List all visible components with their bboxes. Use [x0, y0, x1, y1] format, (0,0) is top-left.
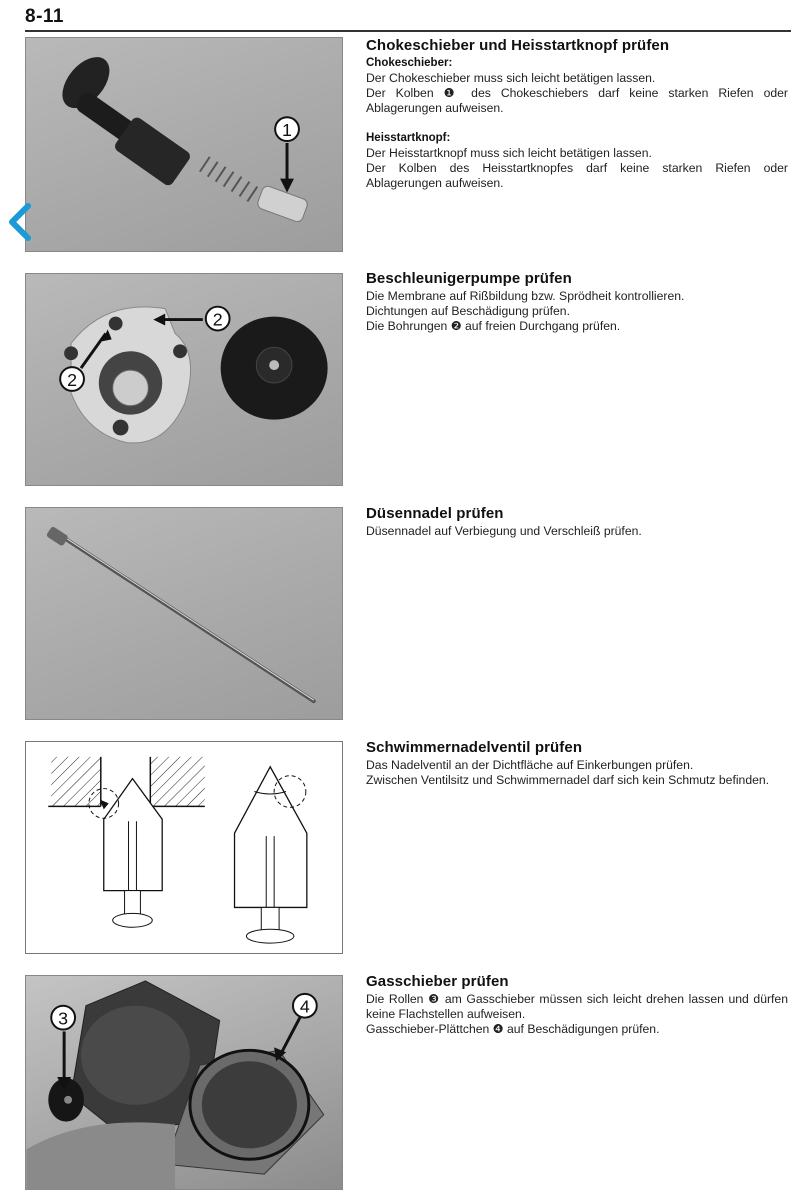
- body-text: Düsennadel auf Verbiegung und Verschleiß prüfen.: [366, 524, 642, 538]
- choke-plunger-photo: [26, 38, 342, 251]
- chevron-left-icon: [4, 200, 38, 244]
- body-text: Der Heisstartknopf muss sich leicht betätigen lassen.: [366, 146, 652, 160]
- section-title: Düsennadel prüfen: [366, 505, 504, 522]
- body-text: Der Kolben ❶ des Chokeschiebers darf keine starken Riefen oder Ablagerungen aufweisen.: [366, 86, 788, 115]
- back-button[interactable]: [4, 200, 38, 244]
- section-throttle-slide: [366, 973, 788, 1037]
- subsection-heading: Chokeschieber:: [366, 57, 453, 69]
- section-title: Beschleunigerpumpe prüfen: [366, 270, 572, 287]
- figure-accelerator-pump: [25, 273, 343, 486]
- section-float-needle-valve: [366, 739, 788, 788]
- body-text: Dichtungen auf Beschädigung prüfen.: [366, 304, 570, 318]
- body-text: Das Nadelventil an der Dichtfläche auf Einkerbungen prüfen.: [366, 758, 694, 772]
- body-text: Zwischen Ventilsitz und Schwimmernadel darf sich kein Schmutz befinden.: [366, 773, 770, 787]
- figure-throttle-slide: [25, 975, 343, 1190]
- figure-choke-plunger: [25, 37, 343, 252]
- figure-float-needle-valve: [25, 741, 343, 954]
- svg-text:2: 2: [212, 309, 223, 330]
- body-text: Die Rollen ❸ am Gasschieber müssen sich leicht drehen lassen und dürfen keine Flachstellen aufweisen.: [366, 992, 788, 1021]
- body-text: Die Bohrungen ❷ auf freien Durchgang prüfen.: [366, 319, 621, 333]
- body-text: Gasschieber-Plättchen ❹ auf Beschädigungen prüfen.: [366, 1022, 660, 1036]
- figure-jet-needle: [25, 507, 343, 720]
- body-text: Die Membrane auf Rißbildung bzw. Sprödheit kontrollieren.: [366, 289, 685, 303]
- svg-text:4: 4: [299, 996, 310, 1017]
- svg-text:1: 1: [282, 120, 292, 141]
- svg-text:2: 2: [67, 369, 78, 390]
- section-jet-needle: [366, 505, 788, 539]
- header-rule: [25, 30, 791, 32]
- body-text: Der Chokeschieber muss sich leicht betätigen lassen.: [366, 71, 656, 85]
- jet-needle-photo: [26, 508, 342, 719]
- section-choke: [366, 37, 788, 191]
- throttle-slide-photo: [26, 976, 342, 1189]
- subsection-heading: Heisstartknopf:: [366, 132, 451, 144]
- page-number: 8-11: [25, 6, 64, 27]
- section-title: Chokeschieber und Heisstartknopf prüfen: [366, 37, 670, 54]
- section-accelerator-pump: [366, 270, 788, 334]
- accelerator-pump-photo: [26, 274, 342, 485]
- body-text: Der Kolben des Heisstartknopfes darf keine starken Riefen oder Ablagerungen aufweisen.: [366, 161, 788, 190]
- section-title: Gasschieber prüfen: [366, 973, 509, 990]
- float-needle-valve-drawing: [26, 742, 342, 953]
- svg-text:3: 3: [58, 1008, 69, 1029]
- section-title: Schwimmernadelventil prüfen: [366, 739, 583, 756]
